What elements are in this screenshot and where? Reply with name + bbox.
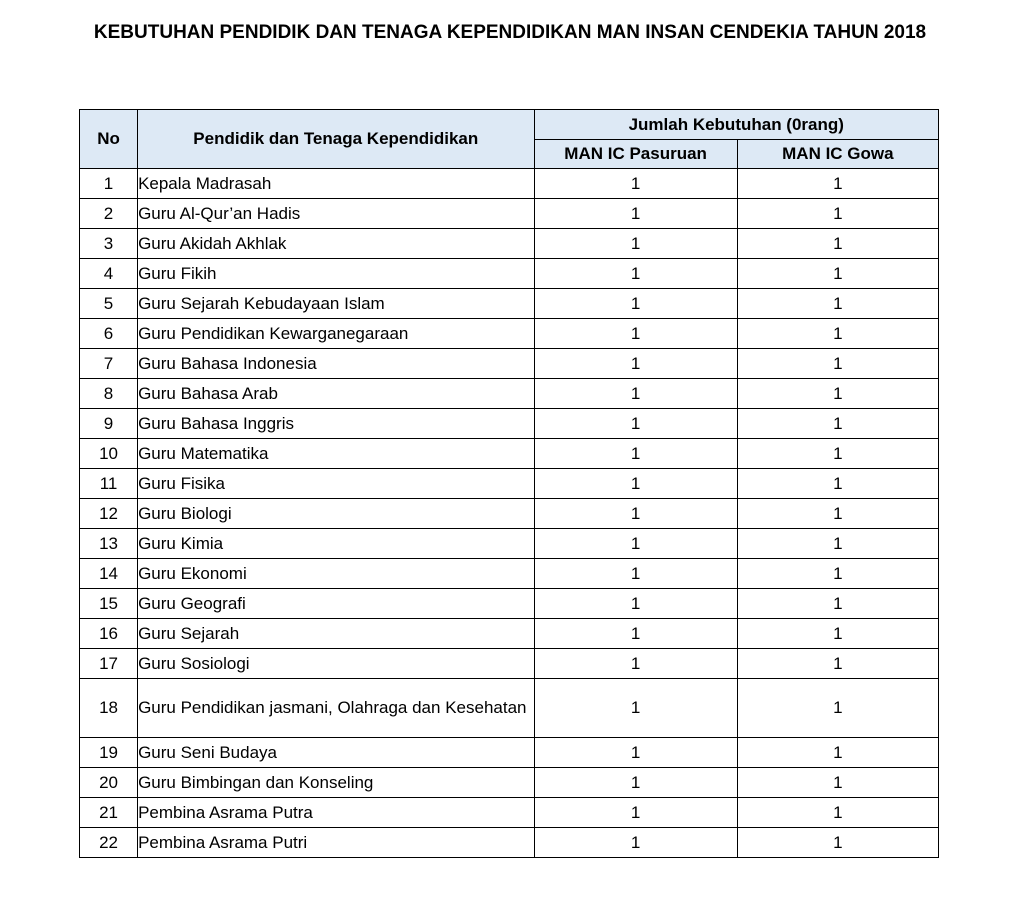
row-value-pasuruan: 1: [534, 199, 737, 229]
header-col-pasuruan: MAN IC Pasuruan: [534, 140, 737, 169]
row-value-pasuruan: 1: [534, 349, 737, 379]
row-number: 16: [80, 619, 138, 649]
row-value-gowa: 1: [737, 199, 938, 229]
row-number: 20: [80, 768, 138, 798]
row-name: Guru Ekonomi: [138, 559, 534, 589]
row-number: 11: [80, 469, 138, 499]
row-value-gowa: 1: [737, 679, 938, 738]
table-row: [80, 589, 939, 619]
row-value-pasuruan: 1: [534, 499, 737, 529]
row-value-pasuruan: 1: [534, 679, 737, 738]
table-row: [80, 409, 939, 439]
row-value-gowa: 1: [737, 619, 938, 649]
row-number: 1: [80, 169, 138, 199]
table-row: [80, 229, 939, 259]
row-number: 5: [80, 289, 138, 319]
row-value-pasuruan: 1: [534, 768, 737, 798]
row-value-pasuruan: 1: [534, 169, 737, 199]
row-value-pasuruan: 1: [534, 589, 737, 619]
table-row: [80, 439, 939, 469]
row-number: 12: [80, 499, 138, 529]
header-name: Pendidik dan Tenaga Kependidikan: [138, 110, 534, 169]
row-number: 6: [80, 319, 138, 349]
row-number: 9: [80, 409, 138, 439]
table-row: [80, 469, 939, 499]
row-number: 13: [80, 529, 138, 559]
row-name: Guru Fisika: [138, 469, 534, 499]
row-name: Guru Sosiologi: [138, 649, 534, 679]
row-value-gowa: 1: [737, 529, 938, 559]
row-value-gowa: 1: [737, 169, 938, 199]
row-number: 7: [80, 349, 138, 379]
row-name: Guru Biologi: [138, 499, 534, 529]
row-value-gowa: 1: [737, 259, 938, 289]
staff-needs-table: [79, 109, 939, 858]
row-number: 3: [80, 229, 138, 259]
table-row: [80, 619, 939, 649]
row-name: Guru Fikih: [138, 259, 534, 289]
page-title: KEBUTUHAN PENDIDIK DAN TENAGA KEPENDIDIKAN MAN INSAN CENDEKIA TAHUN 2018: [93, 22, 927, 43]
table-row: [80, 768, 939, 798]
row-number: 14: [80, 559, 138, 589]
row-number: 21: [80, 798, 138, 828]
table-row: [80, 349, 939, 379]
table-row: [80, 679, 939, 738]
table-row: [80, 529, 939, 559]
row-value-pasuruan: 1: [534, 259, 737, 289]
row-name: Guru Geografi: [138, 589, 534, 619]
header-group: Jumlah Kebutuhan (0rang): [534, 110, 938, 140]
row-value-gowa: 1: [737, 469, 938, 499]
table-row: [80, 559, 939, 589]
row-value-pasuruan: 1: [534, 559, 737, 589]
row-name: Guru Sejarah Kebudayaan Islam: [138, 289, 534, 319]
row-value-gowa: 1: [737, 379, 938, 409]
row-value-gowa: 1: [737, 559, 938, 589]
row-value-pasuruan: 1: [534, 619, 737, 649]
row-value-pasuruan: 1: [534, 469, 737, 499]
row-value-pasuruan: 1: [534, 409, 737, 439]
table-row: [80, 738, 939, 768]
row-value-gowa: 1: [737, 229, 938, 259]
row-value-gowa: 1: [737, 499, 938, 529]
row-number: 8: [80, 379, 138, 409]
row-value-gowa: 1: [737, 589, 938, 619]
row-name: Guru Sejarah: [138, 619, 534, 649]
header-col-gowa: MAN IC Gowa: [737, 140, 938, 169]
row-name: Guru Pendidikan jasmani, Olahraga dan Kesehatan: [138, 679, 534, 738]
header-no: No: [80, 110, 138, 169]
table-row: [80, 798, 939, 828]
row-name: Guru Bahasa Inggris: [138, 409, 534, 439]
row-value-gowa: 1: [737, 409, 938, 439]
row-value-gowa: 1: [737, 649, 938, 679]
row-value-pasuruan: 1: [534, 439, 737, 469]
row-value-gowa: 1: [737, 768, 938, 798]
row-number: 18: [80, 679, 138, 738]
row-number: 19: [80, 738, 138, 768]
row-value-gowa: 1: [737, 349, 938, 379]
table-row: [80, 169, 939, 199]
table-row: [80, 289, 939, 319]
row-number: 2: [80, 199, 138, 229]
row-name: Guru Al-Qur’an Hadis: [138, 199, 534, 229]
row-number: 10: [80, 439, 138, 469]
row-name: Pembina Asrama Putri: [138, 828, 534, 858]
row-value-gowa: 1: [737, 828, 938, 858]
row-name: Guru Bimbingan dan Konseling: [138, 768, 534, 798]
row-value-gowa: 1: [737, 798, 938, 828]
row-value-pasuruan: 1: [534, 529, 737, 559]
row-name: Guru Akidah Akhlak: [138, 229, 534, 259]
row-name: Guru Bahasa Indonesia: [138, 349, 534, 379]
row-number: 4: [80, 259, 138, 289]
row-number: 15: [80, 589, 138, 619]
row-value-pasuruan: 1: [534, 798, 737, 828]
table-row: [80, 259, 939, 289]
table-row: [80, 828, 939, 858]
table-row: [80, 199, 939, 229]
row-value-gowa: 1: [737, 738, 938, 768]
row-value-pasuruan: 1: [534, 738, 737, 768]
row-value-pasuruan: 1: [534, 229, 737, 259]
row-value-pasuruan: 1: [534, 649, 737, 679]
row-name: Pembina Asrama Putra: [138, 798, 534, 828]
table-row: [80, 379, 939, 409]
row-value-pasuruan: 1: [534, 319, 737, 349]
row-name: Guru Bahasa Arab: [138, 379, 534, 409]
row-value-gowa: 1: [737, 439, 938, 469]
row-number: 17: [80, 649, 138, 679]
table-row: [80, 499, 939, 529]
row-value-gowa: 1: [737, 289, 938, 319]
row-number: 22: [80, 828, 138, 858]
table-row: [80, 319, 939, 349]
row-name: Guru Pendidikan Kewarganegaraan: [138, 319, 534, 349]
row-name: Guru Matematika: [138, 439, 534, 469]
row-value-pasuruan: 1: [534, 828, 737, 858]
row-value-pasuruan: 1: [534, 289, 737, 319]
row-name: Kepala Madrasah: [138, 169, 534, 199]
row-name: Guru Kimia: [138, 529, 534, 559]
row-value-pasuruan: 1: [534, 379, 737, 409]
row-name: Guru Seni Budaya: [138, 738, 534, 768]
table-row: [80, 649, 939, 679]
row-value-gowa: 1: [737, 319, 938, 349]
